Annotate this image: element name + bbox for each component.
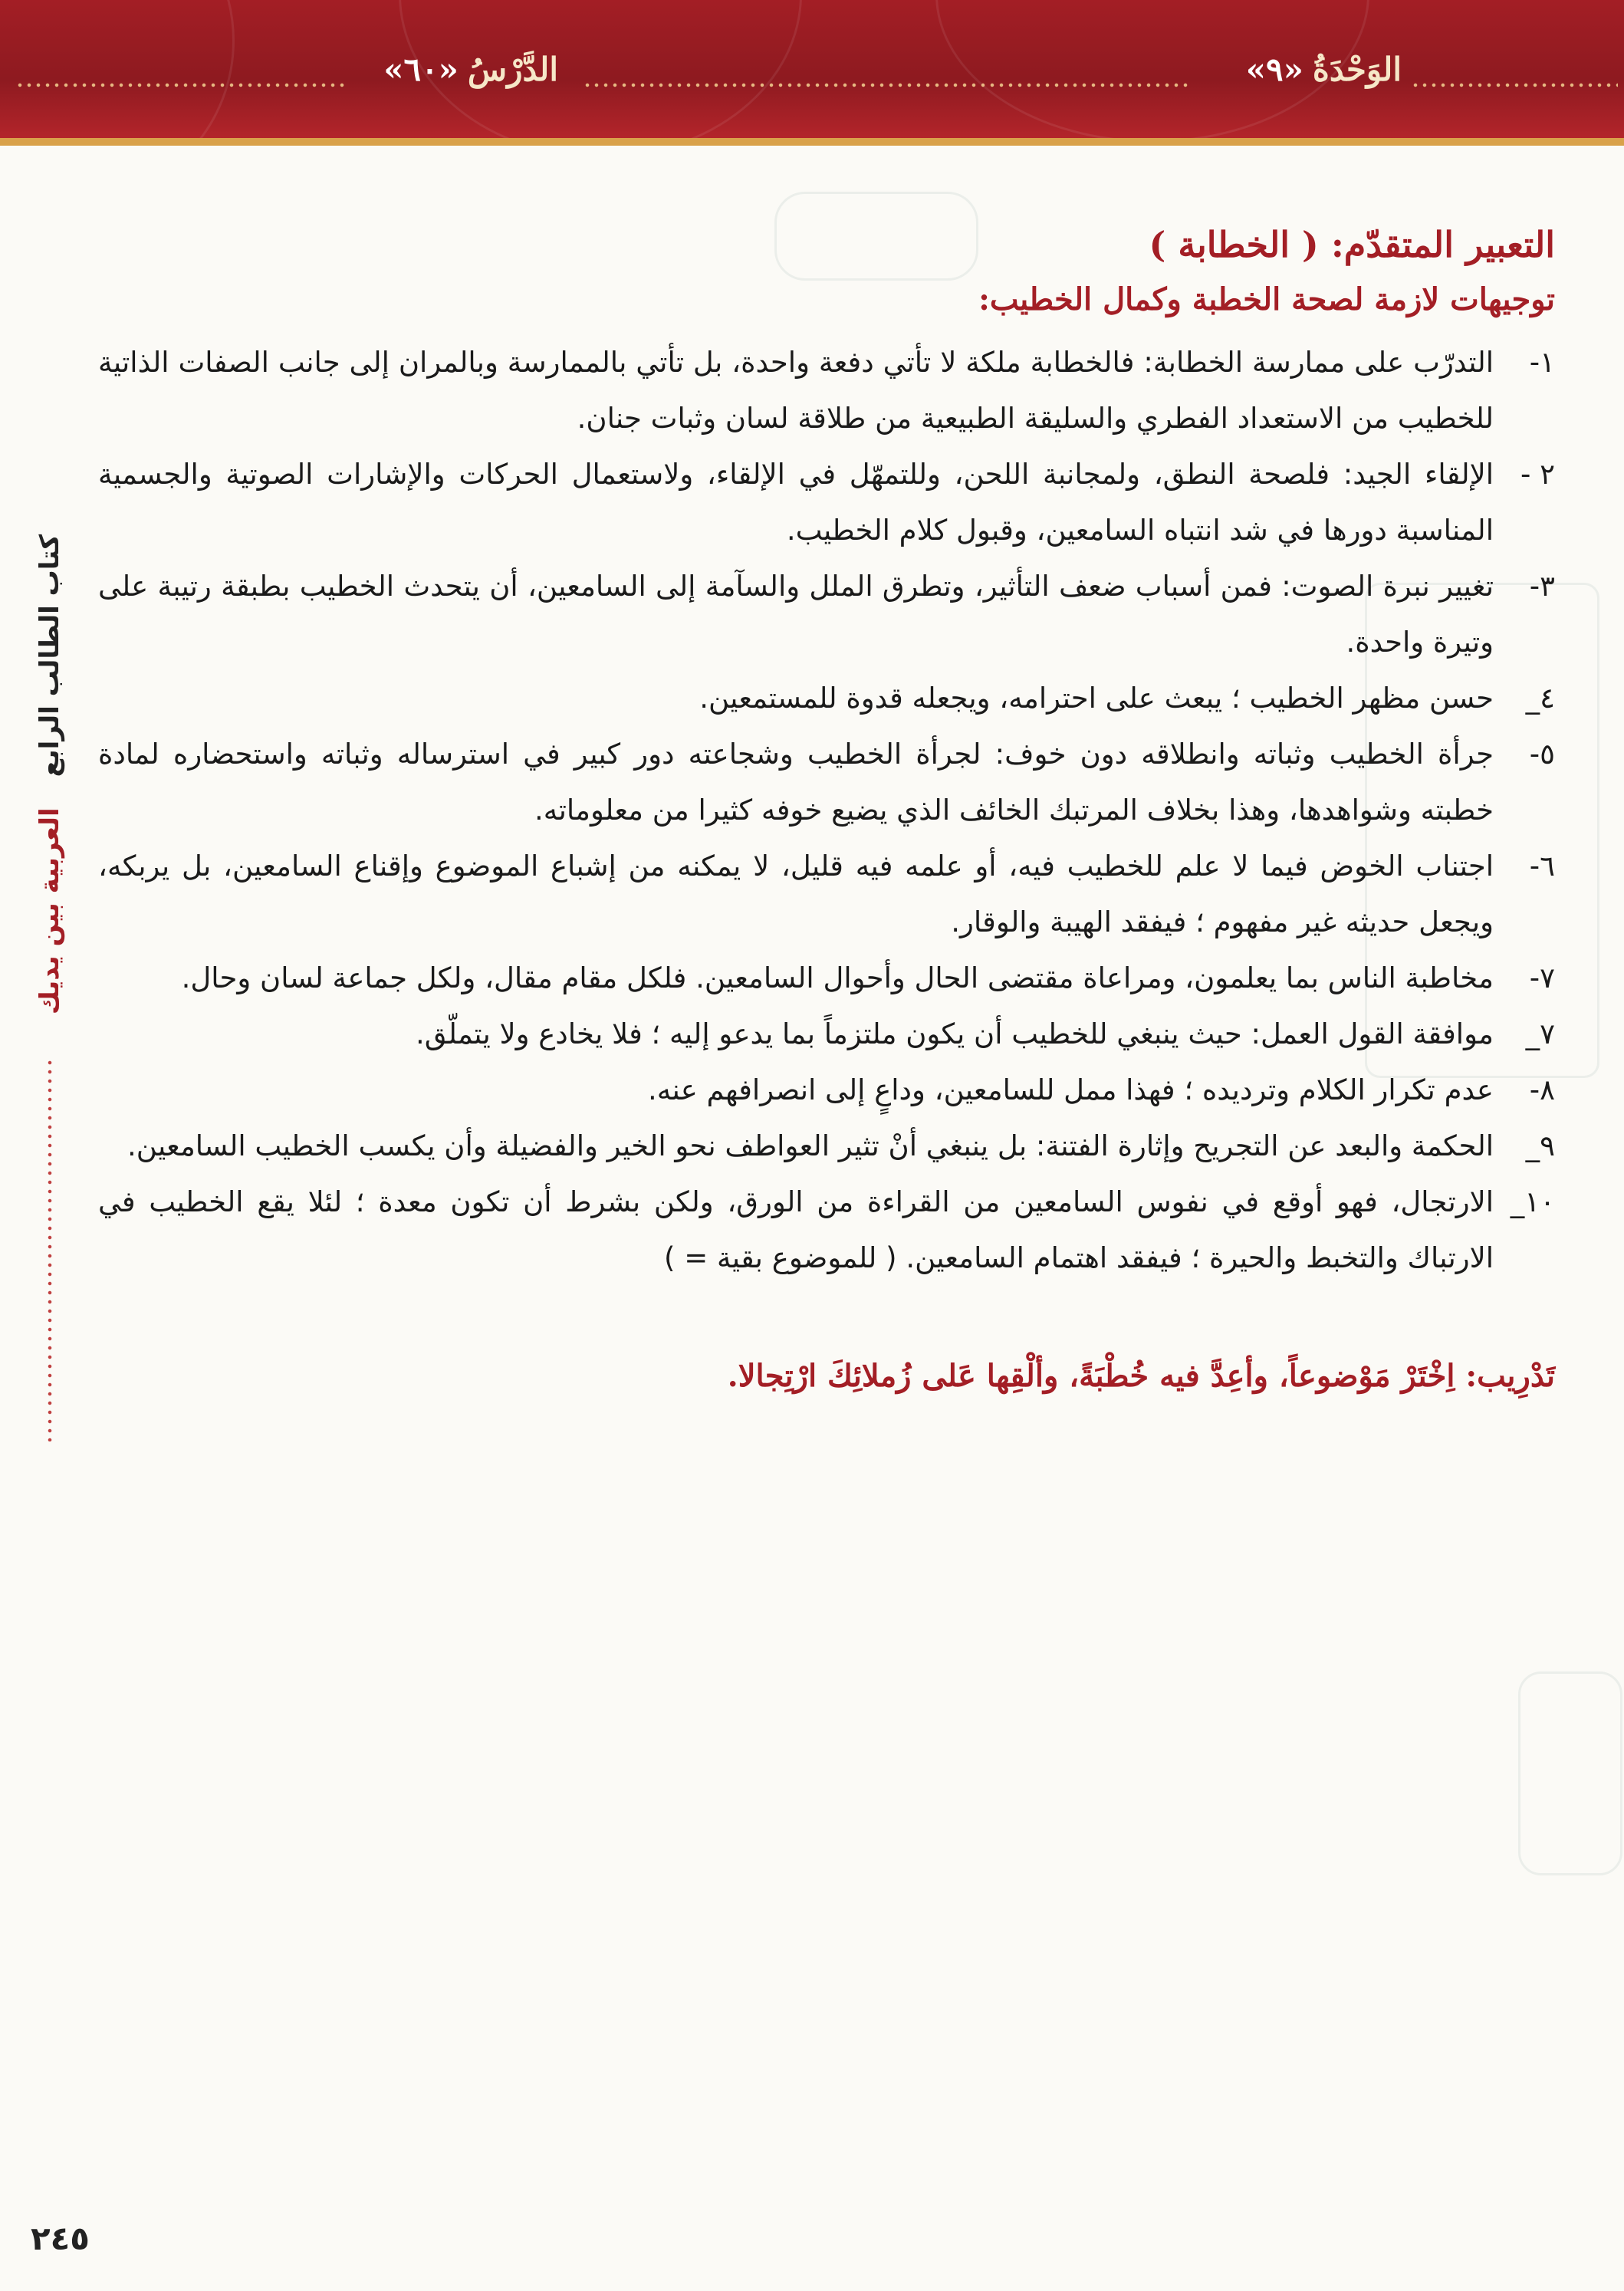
item-text: تغيير نبرة الصوت: فمن أسباب ضعف التأثير، وتطرق الملل والسآمة إلى السامعين، أن يتحدث الخطيب بطبقة رتيبة على وتيرة واحدة.	[98, 569, 1494, 659]
list-item	[98, 1006, 1555, 1062]
side-series-title: العربية بين يديك	[35, 807, 65, 1015]
list-item	[98, 1174, 1555, 1286]
list-item	[98, 1062, 1555, 1118]
item-number: ٧-	[1529, 961, 1555, 994]
item-text: مخاطبة الناس بما يعلمون، ومراعاة مقتضى الحال وأحوال السامعين. فلكل مقام مقال، ولكل جماعة لسان وحال.	[181, 961, 1494, 994]
side-dotted-rule	[48, 1058, 52, 1441]
header-dotted-rule	[15, 83, 345, 87]
exercise-prompt: تَدْرِيب: اِخْتَرْ مَوْضوعاً، وأعِدَّ فيه خُطْبَةً، وألْقِها عَلى زُملائِكَ ارْتِجالا.	[727, 1357, 1555, 1394]
section-title: التعبير المتقدّم: ( الخطابة )	[1149, 224, 1555, 265]
header-swirl-decoration	[0, 0, 235, 146]
unit-number: «٩»	[1245, 51, 1303, 88]
list-item	[98, 558, 1555, 670]
list-item	[98, 838, 1555, 950]
item-text: موافقة القول العمل: حيث ينبغي للخطيب أن يكون ملتزماً بما يدعو إليه ؛ فلا يخادع ولا يتملّق.	[416, 1017, 1494, 1050]
item-number: ٤_	[1525, 681, 1555, 715]
item-text: عدم تكرار الكلام وترديده ؛ فهذا ممل للسامعين، وداعٍ إلى انصرافهم عنه.	[647, 1073, 1494, 1106]
side-student-book: كتاب الطالب الرابع	[35, 534, 65, 777]
header-band	[0, 0, 1624, 146]
item-number: ٣-	[1529, 569, 1555, 603]
page-number: ٢٤٥	[31, 2220, 90, 2257]
item-text: جرأة الخطيب وثباته وانطلاقه دون خوف: لجرأة الخطيب وشجاعته دور كبير في استرساله وثباته واستحضاره لمادة خطبته وشواهدها، وهذا بخلاف المرتبك الخائف الذي يضيع خوفه كثيرا من معلوماته.	[98, 737, 1494, 827]
item-number: ١٠_	[1510, 1185, 1555, 1218]
list-item	[98, 446, 1555, 558]
header-dotted-rule	[583, 83, 1188, 87]
lesson-label: الدَّرْسُ	[467, 51, 558, 88]
item-text: التدرّب على ممارسة الخطابة: فالخطابة ملكة لا تأتي دفعة واحدة، بل تأتي بالممارسة وبالمران إلى جانب الصفات الذاتية للخطيب من الاستعداد الفطري والسليقة الطبيعية من طلاقة لسان وثبات جنان.	[98, 345, 1494, 435]
item-text: الحكمة والبعد عن التجريح وإثارة الفتنة: بل ينبغي أنْ تثير العواطف نحو الخير والفضيلة وأن يكسب الخطيب السامعين.	[127, 1129, 1494, 1162]
item-number: ٢ -	[1520, 457, 1555, 491]
list-item	[98, 334, 1555, 446]
item-text: حسن مظهر الخطيب ؛ يبعث على احترامه، ويجعله قدوة للمستمعين.	[699, 681, 1494, 715]
unit-heading	[1237, 51, 1402, 88]
section-subtitle: توجيهات لازمة لصحة الخطبة وكمال الخطيب:	[978, 281, 1555, 317]
lesson-number: «٦٠»	[383, 51, 459, 88]
list-item	[98, 726, 1555, 838]
list-item	[98, 670, 1555, 726]
item-number: ٧_	[1525, 1017, 1555, 1050]
lesson-heading	[374, 51, 558, 88]
item-text: الارتجال، فهو أوقع في نفوس السامعين من القراءة من الورق، ولكن بشرط أن تكون معدة ؛ لئلا يقع الخطيب في الارتباك والتخبط والحيرة ؛ فيفقد اهتمام السامعين. ( للموضوع بقية = )	[98, 1185, 1494, 1274]
item-number: ٦-	[1529, 849, 1555, 883]
background-ghost-shape	[1518, 1671, 1622, 1875]
guidelines-list	[98, 334, 1555, 1286]
list-item	[98, 1118, 1555, 1174]
item-number: ٩_	[1525, 1129, 1555, 1162]
item-number: ٥-	[1529, 737, 1555, 771]
header-dotted-rule	[1411, 83, 1618, 87]
list-item	[98, 950, 1555, 1006]
item-text: الإلقاء الجيد: فلصحة النطق، ولمجانبة اللحن، وللتمهّل في الإلقاء، ولاستعمال الحركات والإشارات الصوتية والجسمية المناسبة دورها في شد انتباه السامعين، وقبول كلام الخطيب.	[98, 457, 1494, 547]
item-text: اجتناب الخوض فيما لا علم للخطيب فيه، أو علمه فيه قليل، لا يمكنه من إشباع الموضوع وإقناع السامعين، بل يربكه، ويجعل حديثه غير مفهوم ؛ فيفقد الهيبة والوقار.	[98, 849, 1494, 938]
main-content	[98, 222, 1555, 1398]
item-number: ٨-	[1529, 1073, 1555, 1106]
unit-label: الوَحْدَةُ	[1312, 51, 1402, 88]
side-book-title	[31, 506, 69, 1043]
item-number: ١-	[1529, 345, 1555, 379]
